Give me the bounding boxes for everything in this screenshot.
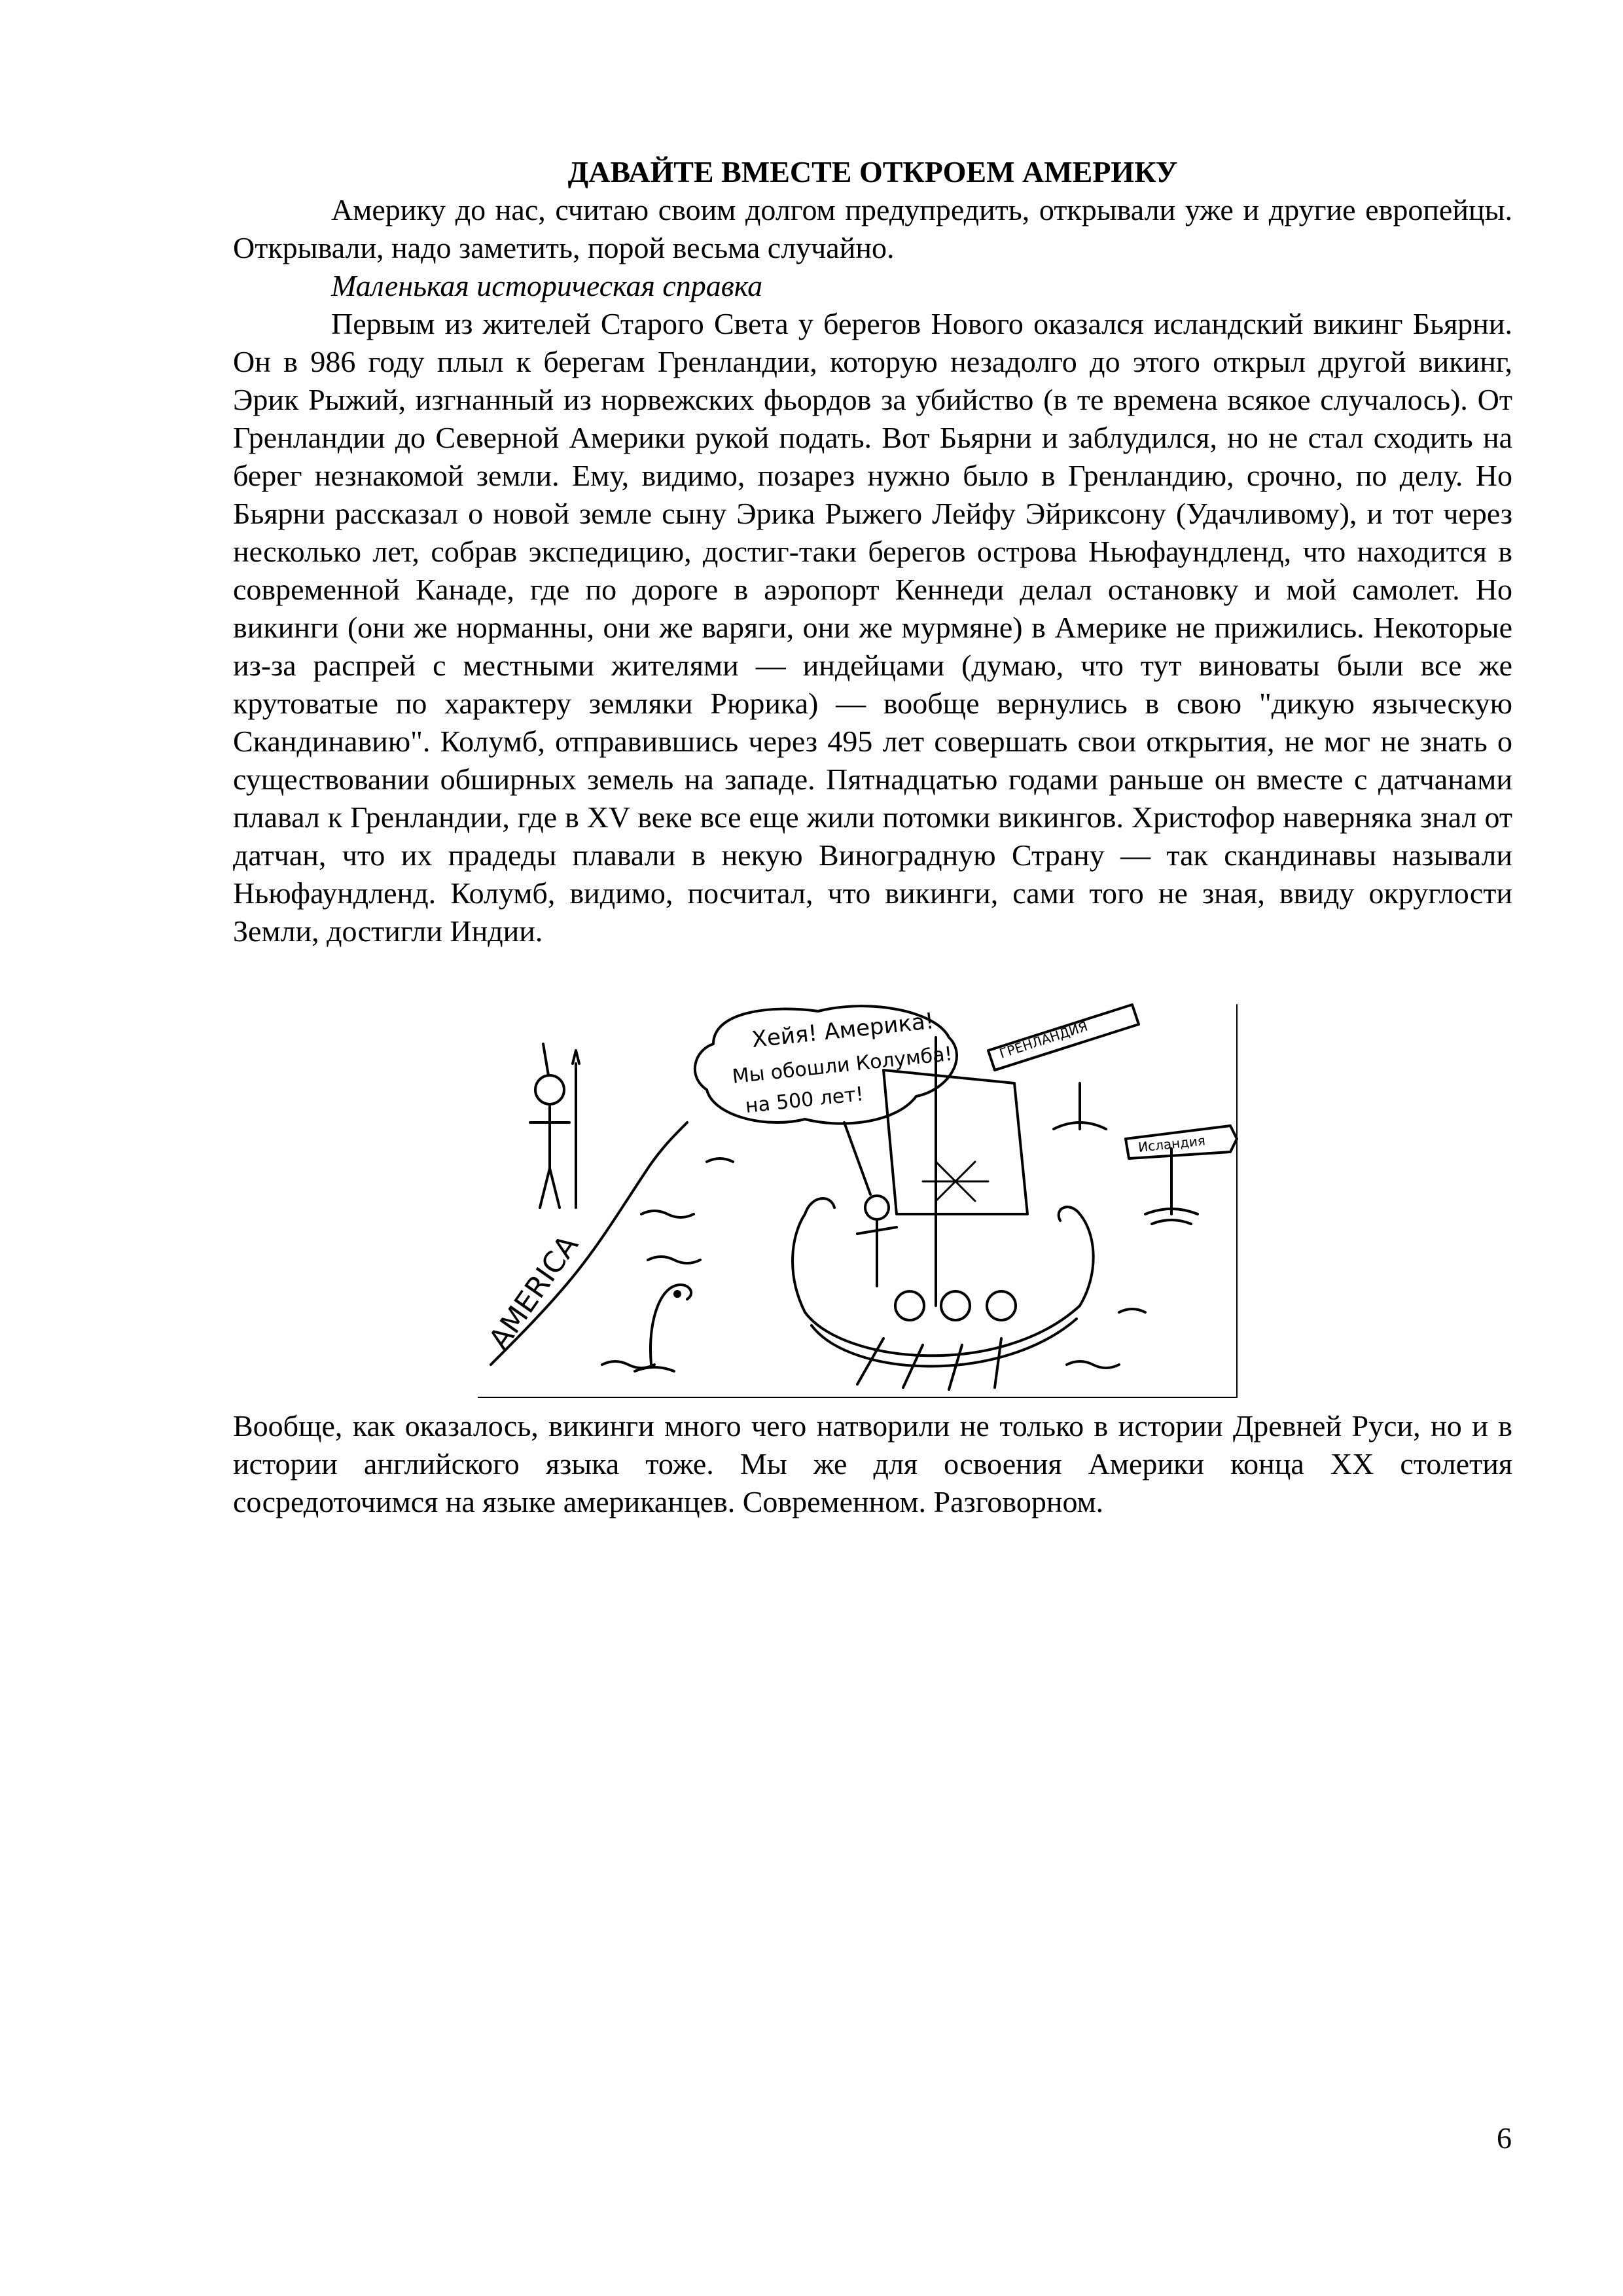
sea-serpent <box>635 1285 691 1371</box>
subheading: Маленькая историческая справка <box>331 269 763 302</box>
page-title: ДАВАЙТЕ ВМЕСТЕ ОТКРОЕМ АМЕРИКУ <box>567 155 1178 188</box>
page-number: 6 <box>1497 2121 1512 2155</box>
iceland-label: Исландия <box>1137 1132 1206 1155</box>
main-paragraph: Первым из жителей Старого Света у берегов Нового оказался исландский викинг Бьярни. Он в 986 году плыл к берегам Гренландии, которую незадолго до этого открыл другой викинг, Эрик Рыжий, изгнанный из норвежских фьордов за убийство (в те времена всякое случалось). От Гренландии до Северной Америки рукой подать. Вот Бьярни и заблудился, но не стал сходить на берег незнакомой земли. Ему, видимо, позарез нужно было в Гренландию, срочно, по делу. Но Бьярни рассказал о новой земле сыну Эрика Рыжего Лейфу Эйриксону (Удачливому), и тот через несколько лет, собрав экспедицию, достиг-таки берегов острова Ньюфаундленд, что находится в современной Канаде, где по дороге в аэропорт Кеннеди делал остановку и мой самолет. Но викинги (они же норманны, они же варяги, они же мурмяне) в Америке не прижились. Некоторые из-за распрей с местными жителями — индейцами (думаю, что тут виноваты были все же крутоватые по характеру земляки Рюрика) — вообще вернулись в свою "дикую языческую Скандинавию". Колумб, отправившись через 495 лет совершать свои открытия, не мог не знать о существовании обширных земель на западе. Пятнадцатью годами раньше он вместе с датчанами плавал к Гренландии, где в XV веке все еще жили потомки викингов. Христофор наверняка знал от датчан, что их прадеды плавали в некую Виноградную Страну — так скандинавы называли Ньюфаундленд. Колумб, видимо, посчитал, что викинги, сами того не зная, ввиду округлости Земли, достигли Индии. <box>233 307 1512 948</box>
speech-bubble <box>695 1006 957 1194</box>
speech-line-3: на 500 лет! <box>744 1083 865 1118</box>
closing-paragraph: Вообще, как оказалось, викинги много чего натворили не только в истории Древней Руси, но и в истории английского языка тоже. Мы же для освоения Америки конца XX столетия сосредоточимся на языке американцев. Современном. Разговорном. <box>233 1409 1512 1518</box>
greenland-label: ГРЕНЛАНДИЯ <box>997 1018 1090 1062</box>
speech-line-2: Мы обошли Колумба! <box>731 1042 954 1088</box>
coast-label: AMERICA <box>482 1229 585 1356</box>
greenland-sign <box>988 1005 1139 1129</box>
intro-block <box>233 191 1512 950</box>
indian-figure <box>530 1044 579 1208</box>
iceland-sign <box>1126 1126 1237 1224</box>
speech-line-1: Хейя! Америка! <box>750 1007 936 1053</box>
viking-cartoon <box>478 998 1242 1404</box>
closing-block <box>233 1407 1512 1521</box>
intro-paragraph: Америку до нас, считаю своим долгом предупредить, открывали уже и другие европейцы. Открывали, надо заметить, порой весьма случайно. <box>233 193 1512 264</box>
